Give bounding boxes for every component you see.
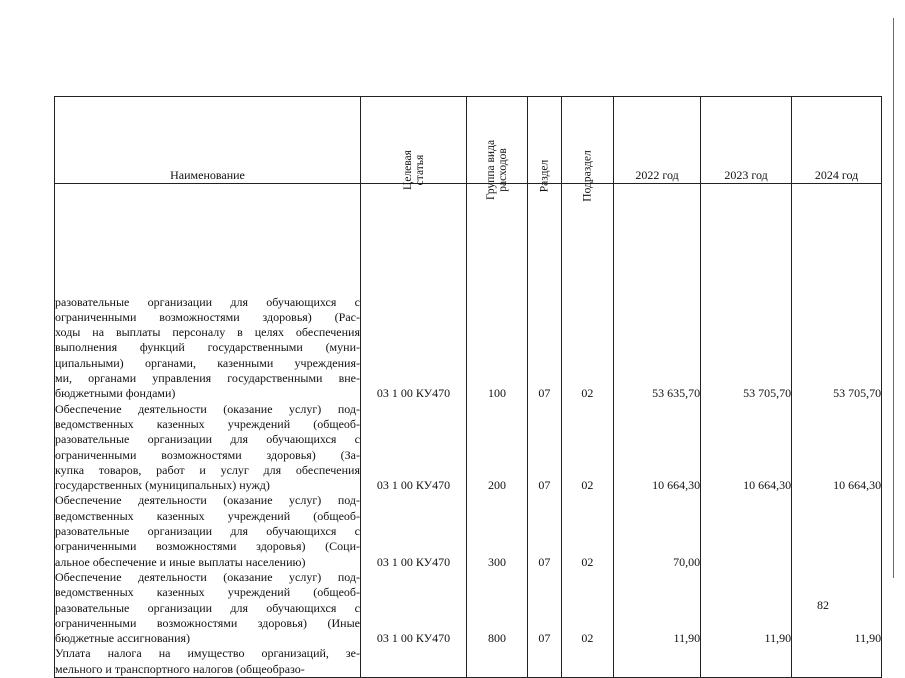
row-article-value: 03 1 00 КУ470 xyxy=(376,554,451,569)
spacer xyxy=(614,371,700,386)
spacer xyxy=(467,463,527,478)
row-y2022-value: 70,00 xyxy=(673,554,701,569)
row-name-line: ципальными) органами, казенными учреждения- xyxy=(55,355,360,370)
row-name-line: разовательные организации для обучающихся с xyxy=(55,432,360,447)
subsection-column xyxy=(561,184,613,678)
spacer xyxy=(562,448,613,463)
row-name-line: ми, органами управления государственными вне- xyxy=(55,371,360,386)
row-section-value: 07 xyxy=(538,386,551,401)
spacer xyxy=(562,310,613,325)
spacer xyxy=(792,539,881,554)
row-y2022-value: 10 664,30 xyxy=(652,478,701,493)
spacer xyxy=(614,585,700,600)
spacer xyxy=(792,325,881,340)
row-name-line: бюджетные ассигнования) xyxy=(55,631,191,646)
spacer xyxy=(792,616,881,631)
names-column xyxy=(55,184,361,678)
row-name-line: бюджетными фондами) xyxy=(55,386,176,401)
spacer xyxy=(792,570,881,585)
spacer xyxy=(701,356,791,371)
spacer xyxy=(614,524,700,539)
spacer xyxy=(361,509,466,524)
spacer xyxy=(792,356,881,371)
row-group-value: 200 xyxy=(488,478,507,493)
spacer xyxy=(792,295,881,310)
spacer xyxy=(614,432,700,447)
spacer xyxy=(361,646,466,661)
spacer xyxy=(792,555,881,570)
row-section-value: 07 xyxy=(538,631,551,646)
spacer xyxy=(614,646,700,661)
spacer xyxy=(361,356,466,371)
spacer xyxy=(467,539,527,554)
header-subsection: Подраздел xyxy=(561,97,613,184)
spacer xyxy=(701,417,791,432)
spacer xyxy=(562,662,613,677)
budget-table xyxy=(54,96,882,678)
spacer xyxy=(467,356,527,371)
row-name-line: ходы на выплаты персоналу в целях обеспечения xyxy=(55,325,360,340)
spacer xyxy=(528,371,561,386)
row-name-line: выполнения функций государственными (муни- xyxy=(55,340,360,355)
spacer xyxy=(614,356,700,371)
spacer xyxy=(562,463,613,478)
spacer xyxy=(614,417,700,432)
spacer xyxy=(467,601,527,616)
spacer xyxy=(701,310,791,325)
spacer xyxy=(792,646,881,661)
row-name-line: Обеспечение деятельности (оказание услуг) под- xyxy=(55,493,360,508)
spacer xyxy=(467,295,527,310)
spacer xyxy=(701,463,791,478)
table-body-row xyxy=(55,184,882,678)
row-name-line: Обеспечение деятельности (оказание услуг) под- xyxy=(55,401,360,416)
spacer xyxy=(528,432,561,447)
spacer xyxy=(361,295,466,310)
spacer xyxy=(701,570,791,585)
spacer xyxy=(361,601,466,616)
header-year-2024: 2024 год xyxy=(792,97,882,184)
spacer xyxy=(562,585,613,600)
spacer xyxy=(361,417,466,432)
spacer xyxy=(562,646,613,661)
spacer xyxy=(361,493,466,508)
spacer xyxy=(614,325,700,340)
spacer xyxy=(792,662,881,677)
row-name-line: ограниченными возможностями здоровья) (Рас- xyxy=(55,309,360,324)
spacer xyxy=(361,310,466,325)
spacer xyxy=(361,402,466,417)
spacer xyxy=(562,340,613,355)
spacer xyxy=(792,432,881,447)
row-name-line: купка товаров, работ и услуг для обеспечения xyxy=(55,462,360,477)
spacer xyxy=(701,371,791,386)
spacer xyxy=(528,616,561,631)
spacer xyxy=(562,616,613,631)
row-group-value: 800 xyxy=(488,631,507,646)
spacer xyxy=(528,493,561,508)
spacer xyxy=(701,340,791,355)
spacer xyxy=(792,493,881,508)
spacer xyxy=(467,402,527,417)
spacer xyxy=(562,402,613,417)
spacer xyxy=(528,295,561,310)
row-article-value: 03 1 00 КУ470 xyxy=(376,386,451,401)
header-year-2022: 2022 год xyxy=(614,97,701,184)
spacer xyxy=(467,371,527,386)
row-name-line: ведомственных казенных учреждений (общеоб- xyxy=(55,508,360,523)
row-name-line: ограниченными возможностями здоровья) (За- xyxy=(55,447,360,462)
spacer xyxy=(614,310,700,325)
row-article-value: 03 1 00 КУ470 xyxy=(376,631,451,646)
spacer xyxy=(528,509,561,524)
row-subsection-value: 02 xyxy=(581,554,594,569)
spacer xyxy=(467,509,527,524)
year-2024-column xyxy=(792,184,882,678)
header-target-article: Целевая статья xyxy=(361,97,467,184)
spacer xyxy=(361,325,466,340)
spacer xyxy=(701,539,791,554)
section-column xyxy=(528,184,562,678)
row-y2022-value: 53 635,70 xyxy=(652,386,701,401)
spacer xyxy=(467,432,527,447)
spacer xyxy=(562,524,613,539)
spacer xyxy=(361,524,466,539)
spacer xyxy=(467,570,527,585)
spacer xyxy=(792,463,881,478)
spacer xyxy=(467,340,527,355)
spacer xyxy=(528,402,561,417)
spacer xyxy=(701,325,791,340)
row-name-line: Обеспечение деятельности (оказание услуг) под- xyxy=(55,569,360,584)
page-edge-line xyxy=(893,18,894,578)
spacer xyxy=(528,356,561,371)
spacer xyxy=(361,662,466,677)
row-name-line: ведомственных казенных учреждений (общеоб- xyxy=(55,585,360,600)
spacer xyxy=(614,570,700,585)
spacer xyxy=(792,340,881,355)
spacer xyxy=(528,646,561,661)
spacer xyxy=(701,646,791,661)
spacer xyxy=(701,616,791,631)
spacer xyxy=(361,570,466,585)
spacer xyxy=(614,463,700,478)
group-column xyxy=(467,184,528,678)
header-name: Наименование xyxy=(55,97,361,184)
spacer xyxy=(614,539,700,554)
spacer xyxy=(701,448,791,463)
spacer xyxy=(614,402,700,417)
spacer xyxy=(528,340,561,355)
header-year-2023: 2023 год xyxy=(701,97,792,184)
spacer xyxy=(792,448,881,463)
spacer xyxy=(562,371,613,386)
spacer xyxy=(528,662,561,677)
spacer xyxy=(467,585,527,600)
row-y2024-value: 10 664,30 xyxy=(833,478,882,493)
row-name-line: Уплата налога на имущество организаций, зе- xyxy=(55,646,360,661)
spacer xyxy=(701,432,791,447)
spacer xyxy=(614,295,700,310)
spacer xyxy=(792,310,881,325)
row-name-line: разовательные организации для обучающихся с xyxy=(55,600,360,615)
spacer xyxy=(528,463,561,478)
row-name-line: ограниченными возможностями здоровья) (Иные xyxy=(55,615,360,630)
spacer xyxy=(361,371,466,386)
spacer xyxy=(528,570,561,585)
spacer xyxy=(562,601,613,616)
header-expense-group: Группа вида расходов xyxy=(467,97,528,184)
spacer xyxy=(701,493,791,508)
spacer xyxy=(614,509,700,524)
header-section: Раздел xyxy=(528,97,562,184)
spacer xyxy=(467,524,527,539)
spacer xyxy=(528,417,561,432)
row-subsection-value: 02 xyxy=(581,386,594,401)
spacer xyxy=(562,539,613,554)
page-number: 82 xyxy=(817,598,829,612)
spacer xyxy=(701,402,791,417)
spacer xyxy=(614,340,700,355)
spacer xyxy=(528,601,561,616)
spacer xyxy=(701,555,791,570)
row-subsection-value: 02 xyxy=(581,478,594,493)
spacer xyxy=(361,432,466,447)
spacer xyxy=(792,371,881,386)
row-y2024-value: 11,90 xyxy=(854,631,882,646)
spacer xyxy=(562,356,613,371)
spacer xyxy=(792,585,881,600)
spacer xyxy=(792,402,881,417)
spacer xyxy=(467,493,527,508)
spacer xyxy=(792,524,881,539)
spacer xyxy=(614,448,700,463)
spacer xyxy=(792,509,881,524)
spacer xyxy=(701,601,791,616)
spacer xyxy=(614,616,700,631)
spacer xyxy=(614,601,700,616)
spacer xyxy=(467,310,527,325)
spacer xyxy=(361,585,466,600)
row-y2023-value: 11,90 xyxy=(764,631,792,646)
spacer xyxy=(467,662,527,677)
row-y2024-value: 53 705,70 xyxy=(833,386,882,401)
spacer xyxy=(792,601,881,616)
spacer xyxy=(528,448,561,463)
spacer xyxy=(562,509,613,524)
spacer xyxy=(528,585,561,600)
spacer xyxy=(467,616,527,631)
row-name-line: ограниченными возможностями здоровья) (Соци- xyxy=(55,539,360,554)
spacer xyxy=(361,463,466,478)
spacer xyxy=(361,448,466,463)
row-name-line: разовательные организации для обучающихся с xyxy=(55,294,360,309)
spacer xyxy=(701,524,791,539)
row-y2023-value: 10 664,30 xyxy=(743,478,792,493)
spacer xyxy=(528,524,561,539)
year-2022-column xyxy=(614,184,701,678)
row-subsection-value: 02 xyxy=(581,631,594,646)
spacer xyxy=(701,662,791,677)
row-y2022-value: 11,90 xyxy=(673,631,701,646)
spacer xyxy=(562,295,613,310)
spacer xyxy=(361,340,466,355)
spacer xyxy=(528,310,561,325)
row-name-line: государственных (муниципальных) нужд) xyxy=(55,478,270,493)
article-column xyxy=(361,184,467,678)
spacer xyxy=(614,493,700,508)
row-section-value: 07 xyxy=(538,554,551,569)
spacer xyxy=(562,325,613,340)
row-name-line: мельного и транспортного налогов (общеобразо- xyxy=(55,661,305,676)
spacer xyxy=(528,539,561,554)
spacer xyxy=(701,585,791,600)
spacer xyxy=(528,325,561,340)
spacer xyxy=(467,417,527,432)
spacer xyxy=(614,662,700,677)
row-group-value: 300 xyxy=(488,554,507,569)
spacer xyxy=(361,539,466,554)
spacer xyxy=(562,570,613,585)
row-section-value: 07 xyxy=(538,478,551,493)
table-header-row xyxy=(55,97,882,184)
row-name-line: альное обеспечение и иные выплаты населению) xyxy=(55,554,306,569)
spacer xyxy=(467,448,527,463)
row-name-line: разовательные организации для обучающихся с xyxy=(55,524,360,539)
spacer xyxy=(792,417,881,432)
row-group-value: 100 xyxy=(488,386,507,401)
spacer xyxy=(562,493,613,508)
spacer xyxy=(701,509,791,524)
spacer xyxy=(361,616,466,631)
row-name-line: ведомственных казенных учреждений (общеоб- xyxy=(55,416,360,431)
year-2023-column xyxy=(701,184,792,678)
spacer xyxy=(562,417,613,432)
row-y2023-value: 53 705,70 xyxy=(743,386,792,401)
spacer xyxy=(701,295,791,310)
row-article-value: 03 1 00 КУ470 xyxy=(376,478,451,493)
spacer xyxy=(562,432,613,447)
spacer xyxy=(467,325,527,340)
spacer xyxy=(467,646,527,661)
